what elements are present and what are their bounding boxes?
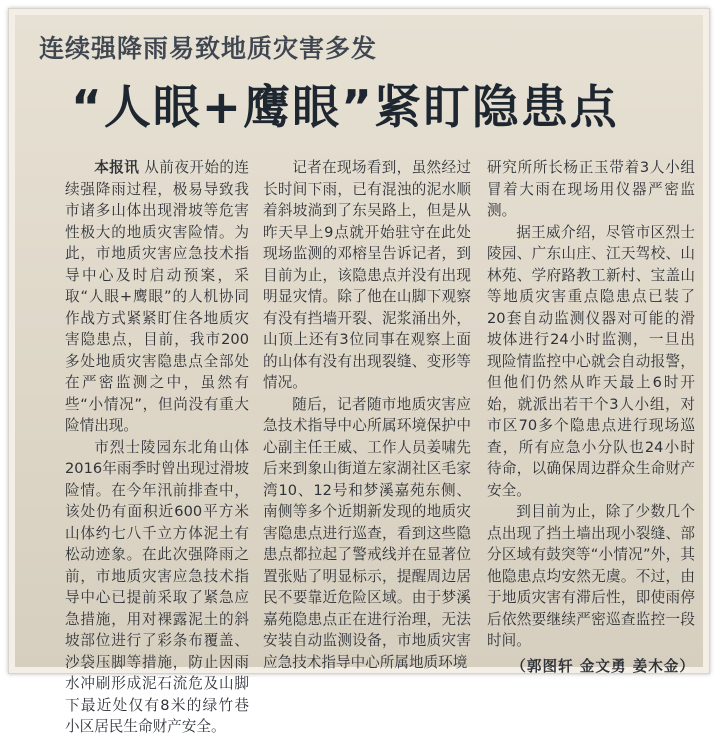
newspaper-clipping (15, 15, 703, 735)
paragraph: 据王威介绍，尽管市区烈士陵园、广东山庄、江天驾校、山林苑、学府路教工新村、宝盖山等地质灾害重点隐患点已装了20套自动监测仪器对可能的滑坡体进行24小时监测，一旦出现险情监控中心就会自动报警，但他们仍然从昨天最上6时开始，就派出若干个3人小组，对市区70多个隐患点进行现场巡查，所有应急小分队也24小时待命，以确保周边群众生命财产安全。 (487, 223, 695, 499)
paragraph: 研究所所长杨正玉带着3人小组冒着大雨在现场用仪器严密监测。 (487, 159, 695, 219)
article-headline: “人眼+鹰眼”紧盯隐患点 (71, 80, 619, 134)
paragraph: 到目前为止，除了少数几个点出现了挡土墙出现小裂缝、部分区域有鼓突等“小情况”外，其他隐患点均安然无虞。不过，由于地质灾害有滞后性，即使雨停后依然要继续严密巡查监控一段时间。 (487, 503, 695, 649)
paragraph-text: 从前夜开始的连续强降雨过程，极易导致我市诸多山体出现滑坡等危害性极大的地质灾害险情。为此，市地质灾害应急技术指导中心及时启动预案，采取“人眼+鹰眼”的人机协同作战方式紧紧盯住各地质灾害隐患点，目前，我市200多处地质灾害隐患点全部处在严密监测之中，虽然有些“小情况”，但尚没有重大险情出现。 (65, 159, 249, 434)
author-byline: （郭图轩 金文勇 姜木金） (511, 657, 695, 675)
article-column-2 (263, 157, 471, 673)
paragraph: 记者在现场看到，虽然经过长时间下雨，已有混浊的泥水顺着斜坡淌到了东吴路上，但是从昨天早上9点就开始驻守在此处现场监测的邓榕呈告诉记者，到目前为止，该隐患点并没有出现明显灾情。除了他在山脚下观察有没有挡墙开裂、泥浆涌出外，山顶上还有3位同事在观察上面的山体有没有出现裂缝、变形等情况。 (263, 159, 471, 391)
photo-frame (8, 8, 710, 735)
lead-tag: 本报讯 (94, 159, 140, 176)
paragraph: 市烈士陵园东北角山体2016年雨季时曾出现过滑坡险情。在今年汛前排查中，该处仍有面积近600平方米山体约七八千立方体泥土有松动迹象。在此次强降雨之前，市地质灾害应急技术指导中心已提前采取了紧急应急措施，用对裸露泥土的斜坡部位进行了彩条布覆盖、沙袋压脚等措施，防止因雨水冲刷形成泥石流危及山脚下最近处仅有8米的绿竹巷小区居民生命财产安全。 (65, 438, 249, 735)
paragraph: 随后，记者随市地质灾害应急技术指导中心所属环境保护中心副主任王威、工作人员姜啸先后来到象山街道左家湖社区毛家湾10、12号和梦溪嘉苑东侧、南侧等多个近期新发现的地质灾害隐患点进行巡查，看到这些隐患点都拉起了警戒线并在显著位置张贴了明显标示，提醒周边居民不要靠近危险区域。由于梦溪嘉苑隐患点正在进行治理，无法安装自动监测设备，市地质灾害应急技术指导中心所属地质环境 (263, 395, 471, 671)
article-column-1 (65, 157, 249, 738)
paragraph (65, 157, 249, 437)
article-column-3 (487, 157, 695, 677)
article-subtitle: 连续强降雨易致地质灾害多发 (39, 34, 378, 63)
